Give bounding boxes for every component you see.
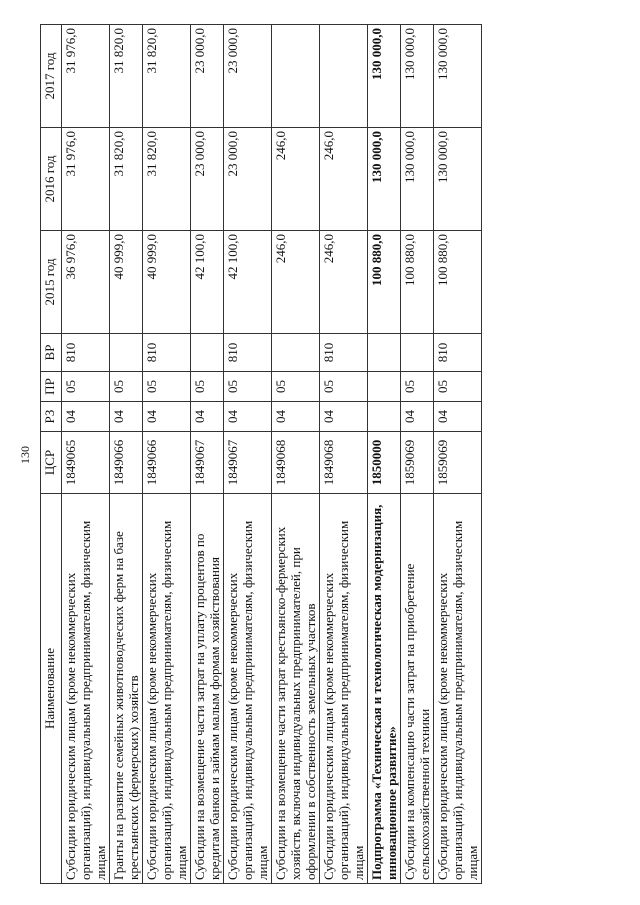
cell-y2015: 100 880,0 bbox=[401, 231, 434, 334]
table-row bbox=[272, 25, 320, 884]
cell-y2016: 31 820,0 bbox=[110, 128, 143, 231]
cell-y2017: 31 976,0 bbox=[62, 25, 110, 128]
cell-y2015: 40 999,0 bbox=[143, 231, 191, 334]
table-row bbox=[401, 25, 434, 884]
cell-y2016: 31 820,0 bbox=[143, 128, 191, 231]
cell-y2017 bbox=[272, 25, 320, 128]
cell-csr: 1849066 bbox=[143, 432, 191, 494]
cell-y2017: 23 000,0 bbox=[191, 25, 224, 128]
cell-name: Субсидии на возмещение части затрат крестьянско-фермерских хозяйств, включая индивидуальных предпринимателей, при оформлении в собственность земельных участков bbox=[272, 494, 320, 884]
cell-y2016: 246,0 bbox=[320, 128, 368, 231]
cell-y2016: 130 000,0 bbox=[368, 128, 401, 231]
table-row bbox=[191, 25, 224, 884]
cell-pr: 05 bbox=[272, 372, 320, 402]
cell-y2017: 130 000,0 bbox=[434, 25, 482, 128]
cell-vr: 810 bbox=[143, 334, 191, 372]
cell-vr bbox=[110, 334, 143, 372]
cell-y2017 bbox=[320, 25, 368, 128]
cell-rz: 04 bbox=[401, 402, 434, 432]
cell-rz: 04 bbox=[224, 402, 272, 432]
cell-rz: 04 bbox=[320, 402, 368, 432]
cell-y2016: 130 000,0 bbox=[401, 128, 434, 231]
cell-name: Субсидии на возмещение части затрат на уплату процентов по кредитам банков и займам малым формам хозяйствования bbox=[191, 494, 224, 884]
cell-pr: 05 bbox=[401, 372, 434, 402]
cell-rz: 04 bbox=[143, 402, 191, 432]
cell-y2016: 23 000,0 bbox=[224, 128, 272, 231]
cell-y2015: 246,0 bbox=[320, 231, 368, 334]
cell-vr bbox=[368, 334, 401, 372]
cell-y2017: 31 820,0 bbox=[143, 25, 191, 128]
cell-csr: 1849068 bbox=[320, 432, 368, 494]
cell-pr: 05 bbox=[143, 372, 191, 402]
cell-pr: 05 bbox=[191, 372, 224, 402]
cell-csr: 1849067 bbox=[191, 432, 224, 494]
header-csr: ЦСР bbox=[41, 432, 62, 494]
cell-csr: 1849067 bbox=[224, 432, 272, 494]
page-number: 130 bbox=[18, 446, 32, 464]
cell-pr: 05 bbox=[434, 372, 482, 402]
table-row bbox=[110, 25, 143, 884]
cell-y2017: 23 000,0 bbox=[224, 25, 272, 128]
cell-y2017: 130 000,0 bbox=[401, 25, 434, 128]
cell-y2015: 100 880,0 bbox=[368, 231, 401, 334]
cell-name: Гранты на развитие семейных животноводческих ферм на базе крестьянских (фермерских) хозяйств bbox=[110, 494, 143, 884]
header-vr: ВР bbox=[41, 334, 62, 372]
header-2016: 2016 год bbox=[41, 128, 62, 231]
cell-name: Подпрограмма «Техническая и технологическая модернизация, инновационное развитие» bbox=[368, 494, 401, 884]
cell-y2015: 42 100,0 bbox=[224, 231, 272, 334]
cell-rz: 04 bbox=[62, 402, 110, 432]
cell-rz: 04 bbox=[434, 402, 482, 432]
table-header-row bbox=[41, 25, 62, 884]
cell-vr bbox=[272, 334, 320, 372]
cell-y2017: 31 820,0 bbox=[110, 25, 143, 128]
cell-name: Субсидии юридическим лицам (кроме некоммерческих организаций), индивидуальным предпринимателям, физическим лицам bbox=[143, 494, 191, 884]
cell-name: Субсидии юридическим лицам (кроме некоммерческих организаций), индивидуальным предпринимателям, физическим лицам bbox=[62, 494, 110, 884]
cell-y2016: 23 000,0 bbox=[191, 128, 224, 231]
cell-rz: 04 bbox=[110, 402, 143, 432]
table-row bbox=[62, 25, 110, 884]
header-name: Наименование bbox=[41, 494, 62, 884]
cell-vr: 810 bbox=[224, 334, 272, 372]
cell-csr: 1859069 bbox=[434, 432, 482, 494]
cell-csr: 1849066 bbox=[110, 432, 143, 494]
cell-csr: 1859069 bbox=[401, 432, 434, 494]
cell-y2016: 130 000,0 bbox=[434, 128, 482, 231]
cell-vr bbox=[401, 334, 434, 372]
cell-pr: 05 bbox=[62, 372, 110, 402]
header-rz: РЗ bbox=[41, 402, 62, 432]
table-row bbox=[320, 25, 368, 884]
table-row bbox=[434, 25, 482, 884]
cell-rz: 04 bbox=[272, 402, 320, 432]
cell-pr bbox=[368, 372, 401, 402]
rotated-document bbox=[18, 14, 640, 884]
cell-rz bbox=[368, 402, 401, 432]
table-row bbox=[368, 25, 401, 884]
cell-pr: 05 bbox=[224, 372, 272, 402]
cell-name: Субсидии юридическим лицам (кроме некоммерческих организаций), индивидуальным предпринимателям, физическим лицам bbox=[434, 494, 482, 884]
cell-y2015: 246,0 bbox=[272, 231, 320, 334]
cell-name: Субсидии юридическим лицам (кроме некоммерческих организаций), индивидуальным предпринимателям, физическим лицам bbox=[224, 494, 272, 884]
header-pr: ПР bbox=[41, 372, 62, 402]
cell-vr: 810 bbox=[320, 334, 368, 372]
table-row bbox=[143, 25, 191, 884]
cell-pr: 05 bbox=[110, 372, 143, 402]
budget-table bbox=[40, 24, 482, 884]
cell-csr: 1850000 bbox=[368, 432, 401, 494]
cell-y2015: 42 100,0 bbox=[191, 231, 224, 334]
cell-name: Субсидии юридическим лицам (кроме некоммерческих организаций), индивидуальным предпринимателям, физическим лицам bbox=[320, 494, 368, 884]
cell-vr: 810 bbox=[434, 334, 482, 372]
table-row bbox=[224, 25, 272, 884]
cell-y2017: 130 000,0 bbox=[368, 25, 401, 128]
cell-csr: 1849068 bbox=[272, 432, 320, 494]
cell-rz: 04 bbox=[191, 402, 224, 432]
cell-csr: 1849065 bbox=[62, 432, 110, 494]
cell-y2015: 40 999,0 bbox=[110, 231, 143, 334]
header-2017: 2017 год bbox=[41, 25, 62, 128]
cell-name: Субсидии на компенсацию части затрат на приобретение сельскохозяйственной техники bbox=[401, 494, 434, 884]
cell-y2015: 100 880,0 bbox=[434, 231, 482, 334]
cell-y2016: 246,0 bbox=[272, 128, 320, 231]
cell-y2016: 31 976,0 bbox=[62, 128, 110, 231]
cell-pr: 05 bbox=[320, 372, 368, 402]
cell-vr: 810 bbox=[62, 334, 110, 372]
table-body bbox=[62, 25, 482, 884]
cell-vr bbox=[191, 334, 224, 372]
cell-y2015: 36 976,0 bbox=[62, 231, 110, 334]
header-2015: 2015 год bbox=[41, 231, 62, 334]
